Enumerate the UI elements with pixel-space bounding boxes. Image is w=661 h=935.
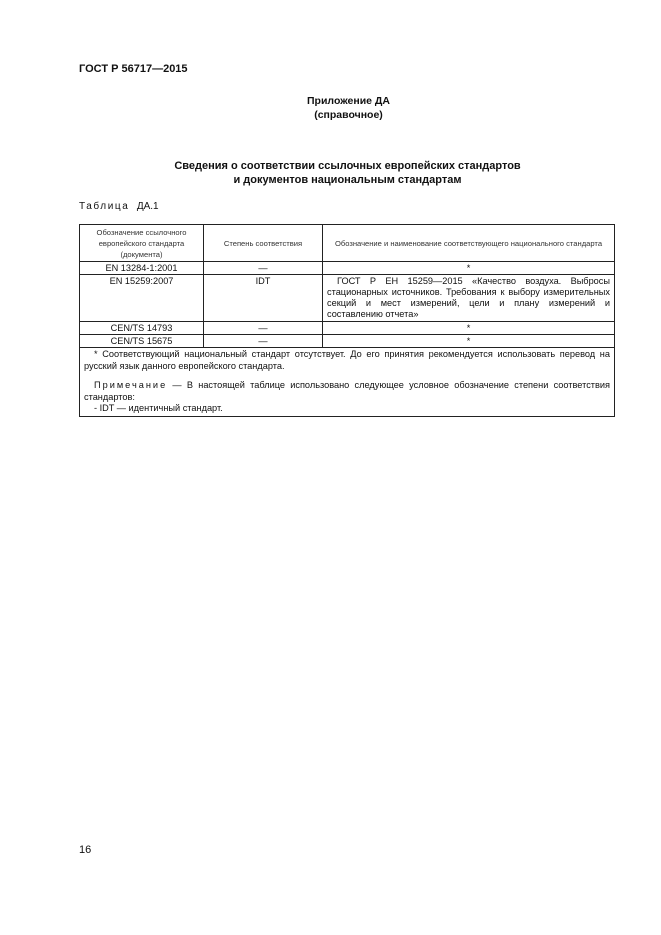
header-national: Обозначение и наименование соответствующего национального стандарта	[323, 225, 615, 262]
appendix-title: Приложение ДА	[307, 95, 390, 107]
correspondence-table	[79, 224, 615, 417]
cell-designation: CEN/TS 15675	[80, 335, 204, 348]
table-caption-number: ДА.1	[136, 201, 159, 212]
section-title-line-1: Сведения о соответствии ссылочных европейских стандартов	[174, 160, 521, 172]
cell-national: *	[323, 262, 615, 275]
table-caption	[79, 201, 159, 212]
table-header-row	[80, 225, 615, 262]
note-text: — В настоящей таблице использовано следующее условное обозначение степени соответствия стандартов:	[84, 380, 610, 402]
table-row	[80, 262, 615, 275]
table-notes-row	[80, 348, 615, 417]
cell-degree: —	[204, 335, 323, 348]
header-designation: Обозначение ссылочного европейского стандарта (документа)	[80, 225, 204, 262]
cell-national	[323, 275, 615, 322]
header-degree: Степень соответствия	[204, 225, 323, 262]
table-footnote: * Соответствующий национальный стандарт отсутствует. До его принятия рекомендуется использовать перевод на русский язык данного европейского стандарта.	[84, 349, 610, 371]
table-row	[80, 322, 615, 335]
cell-national: *	[323, 335, 615, 348]
appendix-subtitle: (справочное)	[314, 109, 383, 121]
table-caption-word: Таблица	[79, 201, 130, 212]
cell-designation: EN 13284-1:2001	[80, 262, 204, 275]
cell-designation: CEN/TS 14793	[80, 322, 204, 335]
cell-degree: —	[204, 262, 323, 275]
appendix-heading	[0, 94, 661, 122]
cell-designation: EN 15259:2007	[80, 275, 204, 322]
table-row	[80, 335, 615, 348]
note-label: Примечание	[94, 380, 168, 390]
section-title-line-2: и документов национальным стандартам	[233, 174, 462, 186]
table-notes	[80, 348, 615, 417]
cell-degree: —	[204, 322, 323, 335]
table-note	[84, 380, 610, 403]
cell-national: *	[323, 322, 615, 335]
note-item: - IDT — идентичный стандарт.	[94, 403, 223, 413]
page-number: 16	[79, 844, 92, 856]
cell-national-text: ГОСТ Р ЕН 15259—2015 «Качество воздуха. Выбросы стационарных источников. Требования к выбору измерительных секций и мест измерений, цели и плану измерений и составлению отчета»	[327, 276, 610, 319]
section-title	[0, 159, 661, 187]
standard-designation: ГОСТ Р 56717—2015	[79, 63, 188, 75]
cell-degree: IDT	[204, 275, 323, 322]
table-row	[80, 275, 615, 322]
